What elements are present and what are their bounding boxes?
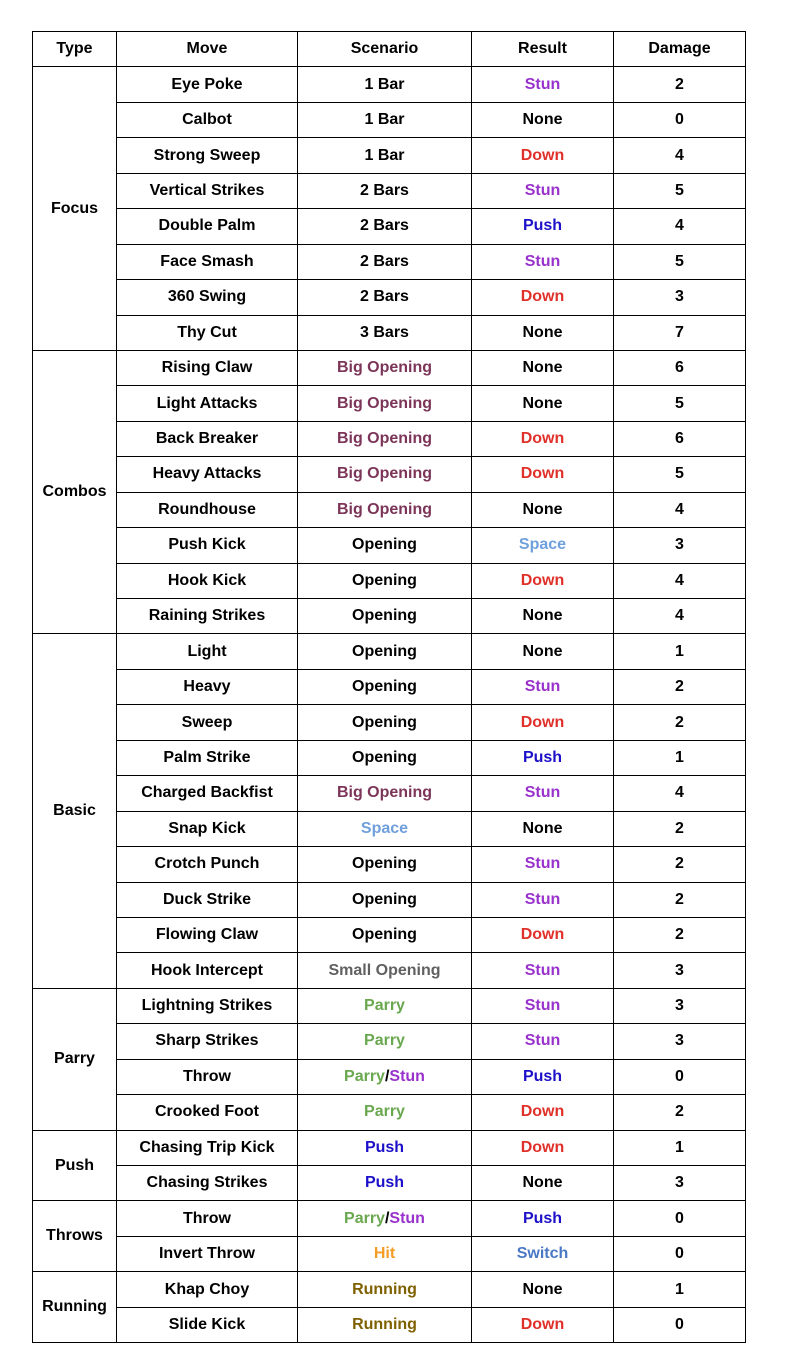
damage-cell: 3 bbox=[614, 280, 746, 315]
scenario-cell bbox=[298, 705, 472, 740]
scenario-text: Opening bbox=[352, 678, 417, 696]
scenario-text: 2 Bars bbox=[360, 252, 409, 270]
table-row bbox=[33, 669, 746, 704]
scenario-cell bbox=[298, 350, 472, 385]
header-scenario: Scenario bbox=[298, 32, 472, 67]
result-cell: Stun bbox=[472, 882, 614, 917]
move-cell: Khap Choy bbox=[117, 1272, 298, 1307]
scenario-text: Stun bbox=[389, 1067, 425, 1085]
result-cell: Push bbox=[472, 740, 614, 775]
scenario-cell bbox=[298, 811, 472, 846]
damage-cell: 6 bbox=[614, 421, 746, 456]
result-cell: Stun bbox=[472, 1024, 614, 1059]
move-cell: Lightning Strikes bbox=[117, 988, 298, 1023]
damage-cell: 2 bbox=[614, 882, 746, 917]
moves-table bbox=[32, 31, 746, 1343]
scenario-cell bbox=[298, 1307, 472, 1342]
move-cell: Double Palm bbox=[117, 209, 298, 244]
scenario-text: Opening bbox=[352, 713, 417, 731]
type-cell: Throws bbox=[33, 1201, 117, 1272]
damage-cell: 2 bbox=[614, 811, 746, 846]
scenario-text: Hit bbox=[373, 1245, 396, 1263]
scenario-cell bbox=[298, 669, 472, 704]
damage-cell: 1 bbox=[614, 1272, 746, 1307]
table-row bbox=[33, 173, 746, 208]
table-row bbox=[33, 917, 746, 952]
scenario-text: / bbox=[384, 1067, 390, 1085]
scenario-cell bbox=[298, 740, 472, 775]
table-row bbox=[33, 776, 746, 811]
damage-cell: 2 bbox=[614, 1095, 746, 1130]
table-row bbox=[33, 386, 746, 421]
scenario-text: Opening bbox=[352, 571, 417, 589]
move-cell: Calbot bbox=[117, 102, 298, 137]
move-cell: Hook Kick bbox=[117, 563, 298, 598]
scenario-text: Opening bbox=[352, 890, 417, 908]
scenario-cell bbox=[298, 1236, 472, 1271]
result-cell: Stun bbox=[472, 173, 614, 208]
move-cell: Heavy bbox=[117, 669, 298, 704]
scenario-cell bbox=[298, 563, 472, 598]
scenario-cell bbox=[298, 457, 472, 492]
result-cell: None bbox=[472, 634, 614, 669]
table-row bbox=[33, 634, 746, 669]
type-cell: Basic bbox=[33, 634, 117, 988]
move-cell: Throw bbox=[117, 1059, 298, 1094]
table-row bbox=[33, 1307, 746, 1342]
table-row bbox=[33, 740, 746, 775]
result-cell: Push bbox=[472, 1059, 614, 1094]
damage-cell: 2 bbox=[614, 705, 746, 740]
result-cell: Stun bbox=[472, 67, 614, 102]
damage-cell: 2 bbox=[614, 917, 746, 952]
damage-cell: 1 bbox=[614, 634, 746, 669]
result-cell: Down bbox=[472, 280, 614, 315]
scenario-cell bbox=[298, 315, 472, 350]
table-row bbox=[33, 1166, 746, 1201]
scenario-text: Running bbox=[352, 1280, 417, 1298]
result-cell: Switch bbox=[472, 1236, 614, 1271]
table-row bbox=[33, 1236, 746, 1271]
result-cell: Down bbox=[472, 1307, 614, 1342]
damage-cell: 3 bbox=[614, 1166, 746, 1201]
move-cell: Thy Cut bbox=[117, 315, 298, 350]
scenario-cell bbox=[298, 917, 472, 952]
move-cell: Chasing Strikes bbox=[117, 1166, 298, 1201]
header-result: Result bbox=[472, 32, 614, 67]
scenario-cell bbox=[298, 138, 472, 173]
scenario-text: Push bbox=[364, 1174, 405, 1192]
scenario-text: Space bbox=[360, 819, 409, 837]
table-row bbox=[33, 1059, 746, 1094]
move-cell: Crotch Punch bbox=[117, 847, 298, 882]
scenario-text: / bbox=[384, 1209, 390, 1227]
move-cell: Face Smash bbox=[117, 244, 298, 279]
move-cell: Snap Kick bbox=[117, 811, 298, 846]
damage-cell: 5 bbox=[614, 173, 746, 208]
damage-cell: 4 bbox=[614, 138, 746, 173]
move-cell: Eye Poke bbox=[117, 67, 298, 102]
result-cell: None bbox=[472, 492, 614, 527]
scenario-text: Big Opening bbox=[336, 394, 433, 412]
scenario-text: 1 Bar bbox=[364, 146, 405, 164]
scenario-cell bbox=[298, 1201, 472, 1236]
scenario-text: Opening bbox=[352, 642, 417, 660]
scenario-text: Opening bbox=[352, 855, 417, 873]
scenario-text: Running bbox=[352, 1315, 417, 1333]
scenario-cell bbox=[298, 421, 472, 456]
move-cell: Strong Sweep bbox=[117, 138, 298, 173]
damage-cell: 2 bbox=[614, 67, 746, 102]
scenario-text: 3 Bars bbox=[360, 323, 409, 341]
scenario-cell bbox=[298, 1059, 472, 1094]
move-cell: Raining Strikes bbox=[117, 599, 298, 634]
table-row bbox=[33, 280, 746, 315]
move-cell: Invert Throw bbox=[117, 1236, 298, 1271]
table-row bbox=[33, 457, 746, 492]
scenario-text: Stun bbox=[389, 1209, 425, 1227]
result-cell: Stun bbox=[472, 988, 614, 1023]
damage-cell: 0 bbox=[614, 1201, 746, 1236]
result-cell: None bbox=[472, 102, 614, 137]
damage-cell: 0 bbox=[614, 1059, 746, 1094]
scenario-text: Big Opening bbox=[336, 465, 433, 483]
table-row bbox=[33, 421, 746, 456]
scenario-cell bbox=[298, 209, 472, 244]
move-cell: Throw bbox=[117, 1201, 298, 1236]
scenario-cell bbox=[298, 953, 472, 988]
scenario-cell bbox=[298, 1272, 472, 1307]
scenario-text: Parry bbox=[364, 1032, 405, 1050]
scenario-text: Big Opening bbox=[336, 500, 433, 518]
damage-cell: 2 bbox=[614, 847, 746, 882]
move-cell: Sharp Strikes bbox=[117, 1024, 298, 1059]
scenario-text: 1 Bar bbox=[364, 75, 405, 93]
result-cell: None bbox=[472, 1272, 614, 1307]
damage-cell: 1 bbox=[614, 1130, 746, 1165]
result-cell: Down bbox=[472, 917, 614, 952]
table-row bbox=[33, 492, 746, 527]
move-cell: Palm Strike bbox=[117, 740, 298, 775]
result-cell: None bbox=[472, 599, 614, 634]
scenario-text: Big Opening bbox=[336, 430, 433, 448]
move-cell: Push Kick bbox=[117, 528, 298, 563]
table-row bbox=[33, 953, 746, 988]
move-cell: Chasing Trip Kick bbox=[117, 1130, 298, 1165]
result-cell: Down bbox=[472, 138, 614, 173]
type-cell: Focus bbox=[33, 67, 117, 351]
type-cell: Combos bbox=[33, 350, 117, 634]
scenario-cell bbox=[298, 988, 472, 1023]
scenario-text: Big Opening bbox=[336, 359, 433, 377]
scenario-cell bbox=[298, 1166, 472, 1201]
scenario-text: Parry bbox=[344, 1067, 385, 1085]
move-cell: Sweep bbox=[117, 705, 298, 740]
result-cell: Stun bbox=[472, 244, 614, 279]
scenario-cell bbox=[298, 1024, 472, 1059]
damage-cell: 2 bbox=[614, 669, 746, 704]
damage-cell: 4 bbox=[614, 209, 746, 244]
result-cell: Down bbox=[472, 1095, 614, 1130]
scenario-cell bbox=[298, 173, 472, 208]
result-cell: Down bbox=[472, 563, 614, 598]
scenario-cell bbox=[298, 102, 472, 137]
move-cell: Crooked Foot bbox=[117, 1095, 298, 1130]
damage-cell: 4 bbox=[614, 492, 746, 527]
table-row bbox=[33, 847, 746, 882]
move-cell: Light bbox=[117, 634, 298, 669]
table-row bbox=[33, 67, 746, 102]
result-cell: Push bbox=[472, 1201, 614, 1236]
result-cell: None bbox=[472, 386, 614, 421]
scenario-text: Small Opening bbox=[328, 961, 441, 979]
table-row bbox=[33, 209, 746, 244]
scenario-cell bbox=[298, 634, 472, 669]
header-row bbox=[33, 32, 746, 67]
result-cell: None bbox=[472, 350, 614, 385]
damage-cell: 1 bbox=[614, 740, 746, 775]
table-row bbox=[33, 599, 746, 634]
header-move: Move bbox=[117, 32, 298, 67]
scenario-text: Parry bbox=[364, 1103, 405, 1121]
move-cell: Charged Backfist bbox=[117, 776, 298, 811]
result-cell: Down bbox=[472, 421, 614, 456]
result-cell: Stun bbox=[472, 953, 614, 988]
table-row bbox=[33, 988, 746, 1023]
header-damage: Damage bbox=[614, 32, 746, 67]
scenario-text: Parry bbox=[364, 997, 405, 1015]
table-row bbox=[33, 1130, 746, 1165]
result-cell: None bbox=[472, 315, 614, 350]
scenario-text: Opening bbox=[352, 536, 417, 554]
scenario-cell bbox=[298, 882, 472, 917]
move-cell: Slide Kick bbox=[117, 1307, 298, 1342]
scenario-text: 2 Bars bbox=[360, 181, 409, 199]
move-cell: Duck Strike bbox=[117, 882, 298, 917]
scenario-text: Push bbox=[364, 1138, 405, 1156]
table-row bbox=[33, 138, 746, 173]
table-row bbox=[33, 1201, 746, 1236]
scenario-text: 2 Bars bbox=[360, 217, 409, 235]
scenario-cell bbox=[298, 599, 472, 634]
scenario-cell bbox=[298, 280, 472, 315]
damage-cell: 5 bbox=[614, 244, 746, 279]
damage-cell: 3 bbox=[614, 528, 746, 563]
result-cell: Down bbox=[472, 705, 614, 740]
table-row bbox=[33, 528, 746, 563]
scenario-cell bbox=[298, 67, 472, 102]
type-cell: Push bbox=[33, 1130, 117, 1201]
table-row bbox=[33, 315, 746, 350]
result-cell: Space bbox=[472, 528, 614, 563]
scenario-text: Parry bbox=[344, 1209, 385, 1227]
table-row bbox=[33, 102, 746, 137]
scenario-text: Opening bbox=[352, 926, 417, 944]
header-type: Type bbox=[33, 32, 117, 67]
table-row bbox=[33, 705, 746, 740]
table-row bbox=[33, 350, 746, 385]
type-cell: Running bbox=[33, 1272, 117, 1343]
table-row bbox=[33, 244, 746, 279]
damage-cell: 4 bbox=[614, 599, 746, 634]
damage-cell: 3 bbox=[614, 953, 746, 988]
result-cell: Down bbox=[472, 457, 614, 492]
scenario-text: Big Opening bbox=[336, 784, 433, 802]
result-cell: Stun bbox=[472, 776, 614, 811]
scenario-cell bbox=[298, 528, 472, 563]
move-cell: Vertical Strikes bbox=[117, 173, 298, 208]
table-body bbox=[33, 67, 746, 1343]
result-cell: None bbox=[472, 1166, 614, 1201]
scenario-cell bbox=[298, 847, 472, 882]
table-row bbox=[33, 563, 746, 598]
damage-cell: 0 bbox=[614, 102, 746, 137]
scenario-cell bbox=[298, 776, 472, 811]
move-cell: Back Breaker bbox=[117, 421, 298, 456]
result-cell: Push bbox=[472, 209, 614, 244]
scenario-text: Opening bbox=[352, 607, 417, 625]
scenario-text: 2 Bars bbox=[360, 288, 409, 306]
scenario-cell bbox=[298, 492, 472, 527]
result-cell: None bbox=[472, 811, 614, 846]
move-cell: Rising Claw bbox=[117, 350, 298, 385]
scenario-text: 1 Bar bbox=[364, 111, 405, 129]
table-row bbox=[33, 1095, 746, 1130]
scenario-cell bbox=[298, 1130, 472, 1165]
table-row bbox=[33, 1024, 746, 1059]
damage-cell: 5 bbox=[614, 386, 746, 421]
move-cell: Roundhouse bbox=[117, 492, 298, 527]
result-cell: Down bbox=[472, 1130, 614, 1165]
move-cell: Light Attacks bbox=[117, 386, 298, 421]
move-cell: Hook Intercept bbox=[117, 953, 298, 988]
move-cell: 360 Swing bbox=[117, 280, 298, 315]
scenario-cell bbox=[298, 244, 472, 279]
table-row bbox=[33, 882, 746, 917]
move-cell: Heavy Attacks bbox=[117, 457, 298, 492]
table-header bbox=[33, 32, 746, 67]
damage-cell: 4 bbox=[614, 563, 746, 598]
result-cell: Stun bbox=[472, 669, 614, 704]
damage-cell: 4 bbox=[614, 776, 746, 811]
scenario-cell bbox=[298, 1095, 472, 1130]
result-cell: Stun bbox=[472, 847, 614, 882]
table-row bbox=[33, 811, 746, 846]
damage-cell: 5 bbox=[614, 457, 746, 492]
damage-cell: 3 bbox=[614, 1024, 746, 1059]
damage-cell: 3 bbox=[614, 988, 746, 1023]
damage-cell: 0 bbox=[614, 1307, 746, 1342]
scenario-cell bbox=[298, 386, 472, 421]
type-cell: Parry bbox=[33, 988, 117, 1130]
damage-cell: 6 bbox=[614, 350, 746, 385]
table-row bbox=[33, 1272, 746, 1307]
damage-cell: 7 bbox=[614, 315, 746, 350]
move-cell: Flowing Claw bbox=[117, 917, 298, 952]
damage-cell: 0 bbox=[614, 1236, 746, 1271]
scenario-text: Opening bbox=[352, 748, 417, 766]
